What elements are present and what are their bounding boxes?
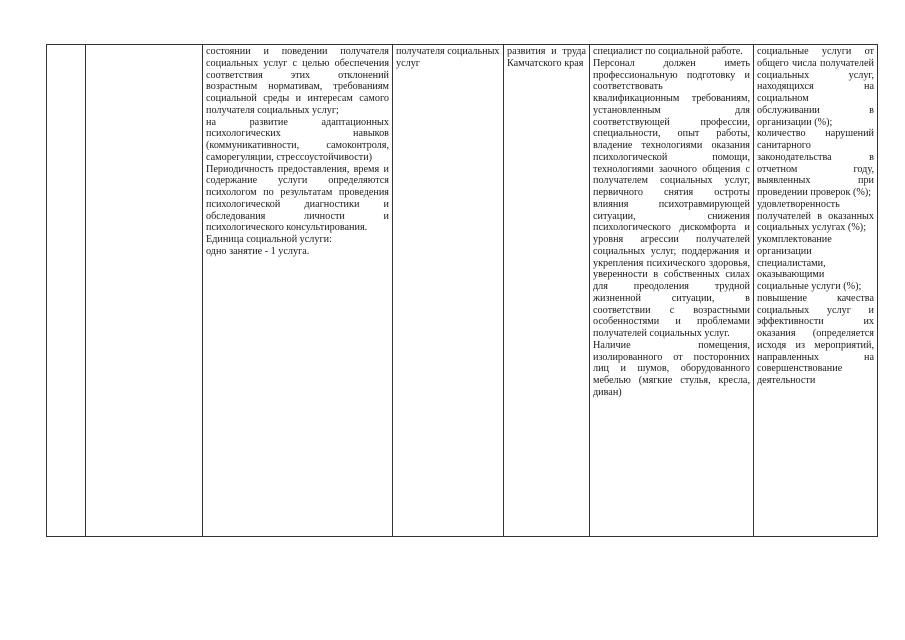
paragraph: социальные услуги от общего числа получателей социальных услуг, находящихся на социальном обслуживании в организации (%); [757, 46, 874, 128]
table-cell-number [47, 45, 86, 537]
paragraph: Периодичность предоставления, время и содержание услуги определяются психологом по результатам проведения психологической диагностики и обследования личности и психологического консультирования. [206, 163, 389, 234]
paragraph: укомплектование организации специалистами, оказывающими социальные услуги (%); [757, 234, 862, 292]
table-row [47, 45, 878, 537]
paragraph: количество нарушений санитарного законодательства в отчетном году, выявленных при проведении проверок (%); [757, 128, 874, 198]
table-cell-timing [393, 45, 504, 537]
services-table [46, 44, 878, 537]
paragraph: развития и труда Камчатского края [507, 46, 586, 69]
table-cell-service-name [86, 45, 203, 537]
paragraph: повышение качества социальных услуг и эффективности их оказания (определяется исходя из мероприятий, направленных на совершенствование деятельности [757, 292, 874, 386]
paragraph: состоянии и поведении получателя социальных услуг с целью обеспечения соответствия этих отклонений возрастным нормативам, требованиям социальной среды и интересам самого получателя социальных услуг; [206, 46, 389, 116]
paragraph: удовлетворенность получателей в оказанных социальных услугах (%); [757, 198, 874, 234]
paragraph: специалист по социальной работе. [593, 46, 743, 57]
table-cell-conditions [590, 45, 754, 537]
table-cell-quality-indicators [754, 45, 878, 537]
paragraph: Единица социальной услуги: [206, 234, 332, 245]
paragraph: одно занятие - 1 услуга. [206, 245, 310, 257]
paragraph: на развитие адаптационных психологических навыков (коммуникативности, самоконтроля, саморегуляции, стрессоустойчивости) [206, 116, 389, 163]
paragraph: Наличие помещения, изолированного от посторонних лиц и шумов, оборудованного мебелью (мягкие стулья, кресла, диван) [593, 339, 750, 398]
paragraph: Персонал должен иметь профессиональную подготовку и соответствовать квалификационным требованиям, установленным для соответствующей профессии, специальности, опыт работы, владение технологиями оказания психологической помощи, технологиями заочного общения с получателем социальных услуг, первичного снятия остроты влияния психотравмирующей ситуации, снижения психологического дискомфорта и уровня агрессии получателей социальных услуг, поддержания и укрепления психического здоровья, уверенности в собственных силах для преодоления трудной жизненной ситуации, в соответствии с возрастными особенностями и проблемами получателей социальных услуг. [593, 57, 750, 339]
table-cell-cost [504, 45, 590, 537]
paragraph: получателя социальных услуг [396, 46, 500, 69]
table-cell-service-description [203, 45, 393, 537]
